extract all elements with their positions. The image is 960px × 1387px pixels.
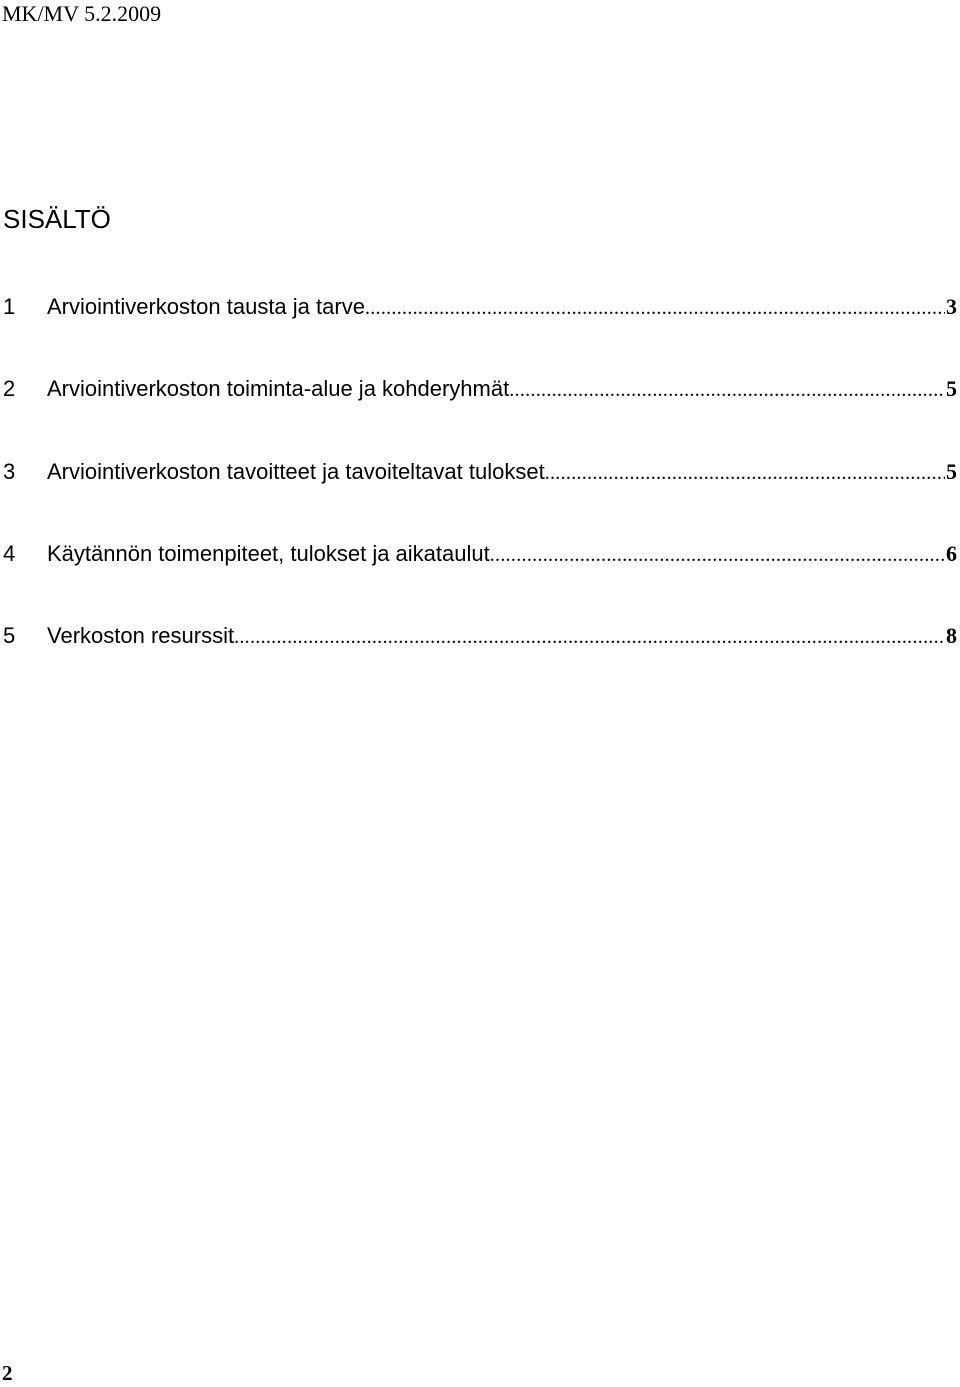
toc-entry-4[interactable]	[3, 541, 957, 569]
toc-dot-leader	[509, 379, 945, 402]
toc-entry-page: 6	[946, 541, 957, 566]
toc-entry-number: 5	[3, 623, 16, 648]
toc-entry-title: Arviointiverkoston toiminta-alue ja kohderyhmät	[47, 376, 510, 401]
toc-entry-3[interactable]	[3, 459, 957, 487]
document-reference: MK/MV 5.2.2009	[2, 1, 162, 26]
toc-entry-title: Verkoston resurssit	[47, 623, 235, 648]
toc-entry-page: 5	[946, 459, 957, 484]
toc-dot-leader	[490, 544, 945, 567]
toc-entry-1[interactable]	[3, 294, 957, 322]
toc-entry-page: 8	[946, 623, 957, 648]
toc-entry-page: 5	[946, 376, 957, 401]
toc-entry-number: 3	[3, 459, 16, 484]
toc-entry-title: Arviointiverkoston tausta ja tarve	[47, 294, 365, 319]
toc-dot-leader	[365, 297, 945, 320]
toc-entry-5[interactable]	[3, 623, 957, 651]
toc-entry-title: Arviointiverkoston tavoitteet ja tavoiteltavat tulokset	[47, 459, 545, 484]
toc-entry-number: 2	[3, 376, 16, 401]
toc-entry-2[interactable]	[3, 376, 957, 404]
toc-dot-leader	[234, 626, 945, 649]
toc-entry-title: Käytännön toimenpiteet, tulokset ja aikataulut	[47, 541, 490, 566]
toc-dot-leader	[545, 462, 945, 485]
page-number: 2	[2, 1361, 13, 1385]
toc-title: SISÄLTÖ	[3, 204, 111, 234]
toc-entry-page: 3	[946, 294, 957, 319]
toc-entry-number: 1	[3, 294, 16, 319]
toc-entry-number: 4	[3, 541, 16, 566]
